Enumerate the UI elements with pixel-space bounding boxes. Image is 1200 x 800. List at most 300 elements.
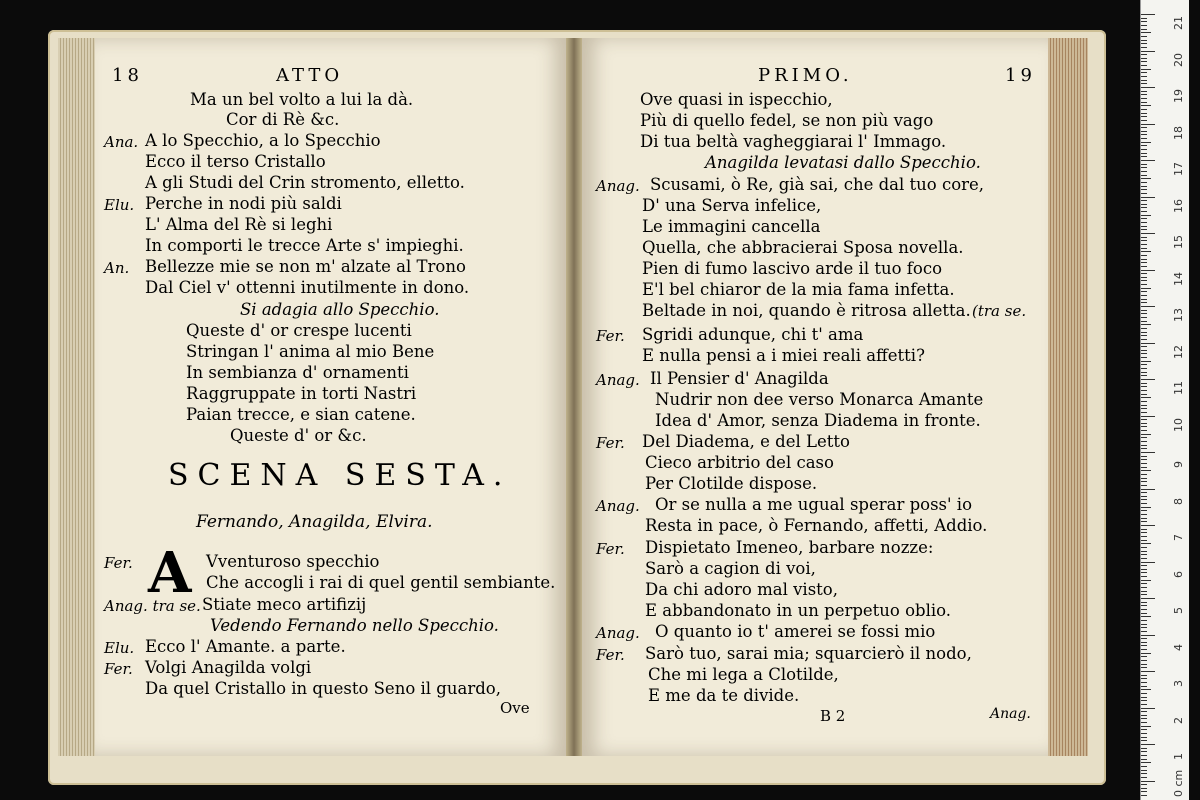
left-page-line: Perche in nodi più saldi [145,194,342,213]
ruler-tick [1141,164,1147,165]
ruler-tick [1141,306,1155,307]
right-page-line: Il Pensier d' Anagilda [650,369,829,388]
ruler-number: 12 [1172,344,1185,359]
ruler-tick [1141,795,1147,796]
page-signature: B 2 [820,707,846,725]
left-page-line: In sembianza d' ornamenti [186,363,409,382]
left-catchword: Ove [500,699,530,717]
ruler-tick [1141,583,1147,584]
ruler-number: 6 [1172,570,1185,578]
ruler-tick [1141,503,1147,504]
ruler-tick [1141,452,1155,453]
ruler-tick [1141,335,1147,336]
ruler-number: 10 [1172,417,1185,432]
right-page-line: D' una Serva infelice, [642,196,822,215]
ruler-tick [1141,375,1147,376]
ruler-tick [1141,383,1147,384]
ruler-tick [1141,784,1147,785]
ruler-tick [1141,72,1147,73]
ruler-number: 2 [1172,716,1185,724]
right-page-line: Beltade in noi, quando è ritrosa alletta. [642,301,971,320]
left-page-speaker: An. [104,259,130,277]
right-page-line: Del Diadema, e del Letto [642,432,850,451]
right-page-line: E me da te divide. [648,686,800,705]
ruler-tick [1141,653,1151,654]
ruler-tick [1141,40,1147,41]
ruler-tick [1141,416,1155,417]
ruler-tick [1141,197,1155,198]
ruler-tick [1141,18,1147,19]
right-page-line: Sarò tuo, sarai mia; squarcierò il nodo, [645,644,972,663]
ruler-tick [1141,729,1147,730]
right-page-line: E abbandonato in un perpetuo oblio. [645,601,952,620]
right-page-line: E'l bel chiaror de la mia fama infetta. [642,280,955,299]
ruler-number: 3 [1172,680,1185,687]
ruler-tick [1141,616,1151,617]
ruler-tick [1141,116,1147,117]
ruler-tick [1141,138,1147,139]
ruler-tick [1141,631,1147,632]
ruler-tick [1141,569,1147,570]
ruler-number: 11 [1172,381,1185,395]
ruler-tick [1141,660,1147,661]
ruler-number: 0 cm [1172,769,1185,797]
ruler-tick [1141,226,1147,227]
drop-cap: A [148,540,192,606]
ruler-tick [1141,379,1155,380]
ruler-number: 15 [1172,235,1185,249]
ruler-tick [1141,178,1151,179]
ruler-tick [1141,145,1147,146]
ruler-tick [1141,69,1151,70]
ruler-tick [1141,437,1147,438]
ruler-number: 7 [1172,534,1185,541]
ruler-tick [1141,697,1147,698]
ruler-tick [1141,343,1155,344]
side-note: (tra se. [972,302,1027,320]
ruler-tick [1141,397,1151,398]
ruler-tick [1141,142,1151,143]
ruler-tick [1141,240,1147,241]
ruler-tick [1141,532,1147,533]
ruler-tick [1141,324,1151,325]
ruler-tick [1141,572,1147,573]
ruler-tick [1141,682,1147,683]
ruler-tick [1141,233,1155,234]
ruler-tick [1141,711,1147,712]
ruler-tick [1141,58,1147,59]
ruler-tick [1141,127,1147,128]
ruler-tick [1141,489,1155,490]
ruler-tick [1141,529,1147,530]
ruler-tick [1141,83,1147,84]
right-page-line: Quella, che abbracierai Sposa novella. [642,238,964,257]
left-dialogue-speaker: Elu. [104,639,135,657]
ruler-tick [1141,642,1147,643]
ruler-tick [1141,481,1147,482]
right-page-line: Sarò a cagion di voi, [645,559,816,578]
ruler-tick [1141,496,1147,497]
ruler-tick [1141,87,1155,88]
ruler-tick [1141,350,1147,351]
ruler-tick [1141,620,1147,621]
ruler-tick [1141,562,1155,563]
ruler-tick [1141,189,1147,190]
ruler-tick [1141,182,1147,183]
ruler-tick [1141,459,1147,460]
right-page-speaker: Anag. [596,371,640,389]
ruler-tick [1141,248,1147,249]
ruler-tick [1141,726,1151,727]
ruler-tick [1141,54,1147,55]
right-page-line: Idea d' Amor, senza Diadema in fronte. [655,411,981,430]
left-dialogue-line: Vedendo Fernando nello Specchio. [210,616,499,635]
ruler-tick [1141,200,1147,201]
right-page-number: 19 [1005,65,1036,86]
left-page-line: Ma un bel volto a lui la dà. [190,90,414,109]
left-page-line: Dal Ciel v' ottenni inutilmente in dono. [145,278,470,297]
ruler-tick [1141,211,1147,212]
ruler-tick [1141,222,1147,223]
ruler-tick [1141,109,1147,110]
ruler-tick [1141,755,1147,756]
ruler-tick [1141,295,1147,296]
ruler-tick [1141,470,1151,471]
ruler-tick [1141,167,1147,168]
ruler-tick [1141,339,1147,340]
ruler-tick [1141,207,1147,208]
ruler-tick [1141,332,1147,333]
ruler-number: 16 [1172,198,1185,213]
ruler-tick [1141,419,1147,420]
ruler-tick [1141,386,1147,387]
ruler-tick [1141,686,1147,687]
ruler-tick [1141,255,1147,256]
left-page-line: Bellezze mie se non m' alzate al Trono [145,257,466,276]
left-dialogue-line: Stiate meco artifizij [202,595,367,614]
ruler-tick [1141,441,1147,442]
ruler-tick [1141,32,1151,33]
ruler-tick [1141,536,1147,537]
ruler-tick [1141,113,1147,114]
ruler-number: 8 [1172,497,1185,505]
left-dialogue-line: Da quel Cristallo in questo Seno il guardo, [145,679,501,698]
ruler-tick [1141,518,1147,519]
ruler-tick [1141,284,1147,285]
ruler-tick [1141,649,1147,650]
ruler-tick [1141,390,1147,391]
left-page-number: 18 [112,65,143,86]
right-page-line: O quanto io t' amerei se fossi mio [655,622,936,641]
ruler-tick [1141,777,1147,778]
left-page-line: Cor di Rè &c. [226,110,340,129]
ruler-tick [1141,120,1147,121]
ruler-tick [1141,131,1147,132]
ruler-tick [1141,160,1155,161]
ruler-tick [1141,740,1147,741]
ruler-tick [1141,770,1147,771]
ruler-tick [1141,744,1155,745]
ruler-tick [1141,346,1147,347]
ruler-tick [1141,328,1147,329]
ruler-tick [1141,762,1151,763]
ruler-tick [1141,434,1151,435]
ruler-tick [1141,91,1147,92]
ruler-number: 1 [1172,753,1185,760]
left-dialogue-speaker: Fer. [104,660,133,678]
right-page-line: Più di quello fedel, se non più vago [640,111,934,130]
ruler-tick [1141,259,1147,260]
ruler-tick [1141,766,1147,767]
ruler-tick [1141,507,1151,508]
ruler-tick [1141,587,1147,588]
left-dialogue-speaker: Fer. [104,554,133,572]
ruler-tick [1141,299,1147,300]
right-page-line: Pien di fumo lascivo arde il tuo foco [642,259,943,278]
left-dialogue-line: Volgi Anagilda volgi [145,658,312,677]
left-dialogue-line: Vventuroso specchio [206,552,380,571]
ruler-tick [1141,773,1147,774]
ruler-tick [1141,280,1147,281]
ruler-tick [1141,463,1147,464]
ruler-tick [1141,98,1147,99]
ruler-tick [1141,602,1147,603]
ruler-tick [1141,401,1147,402]
ruler-tick [1141,25,1147,26]
ruler-tick [1141,423,1147,424]
ruler-number: 20 [1172,52,1185,67]
left-running-head: ATTO [276,65,344,86]
ruler-tick [1141,65,1147,66]
ruler-tick [1141,61,1147,62]
ruler-tick [1141,353,1147,354]
ruler-tick [1141,689,1151,690]
right-page-line: Or se nulla a me ugual sperar poss' io [655,495,973,514]
ruler-tick [1141,288,1151,289]
right-page-speaker: Fer. [596,646,625,664]
ruler-tick [1141,627,1147,628]
right-page-line: Resta in pace, ò Fernando, affetti, Addio. [645,516,988,535]
ruler-number: 21 [1172,16,1185,30]
ruler-tick [1141,656,1147,657]
ruler-tick [1141,605,1147,606]
ruler-tick [1141,251,1151,252]
ruler-tick [1141,598,1155,599]
ruler-tick [1141,667,1147,668]
left-page-line: Queste d' or &c. [230,426,367,445]
ruler-tick [1141,412,1147,413]
book-gutter [566,38,582,756]
ruler-tick [1141,733,1147,734]
ruler-tick [1141,609,1147,610]
ruler-tick [1141,591,1147,592]
right-catchword: Anag. [990,706,1031,722]
ruler-tick [1141,186,1147,187]
ruler-number: 19 [1172,89,1185,103]
right-page-line: Sgridi adunque, chi t' ama [642,325,864,344]
ruler-tick [1141,29,1147,30]
ruler-tick [1141,273,1147,274]
ruler-tick [1141,751,1147,752]
ruler-tick [1141,594,1147,595]
left-page-speaker: Elu. [104,196,135,214]
ruler-tick [1141,521,1147,522]
ruler-tick [1141,357,1147,358]
ruler-tick [1141,156,1147,157]
ruler-number: 9 [1172,461,1185,468]
ruler-tick [1141,675,1147,676]
ruler-tick [1141,737,1147,738]
ruler-tick [1141,580,1151,581]
ruler-tick [1141,262,1147,263]
ruler-tick [1141,748,1147,749]
ruler-tick [1141,525,1155,526]
ruler-tick [1141,478,1147,479]
ruler-tick [1141,540,1147,541]
right-page-speaker: Anag. [596,624,640,642]
right-page-line: Cieco arbitrio del caso [645,453,834,472]
right-page-line: Per Clotilde dispose. [645,474,818,493]
ruler-tick [1141,543,1151,544]
ruler-number: 18 [1172,125,1185,140]
ruler-tick [1141,218,1147,219]
left-page-line: Paian trecce, e sian catene. [186,405,416,424]
ruler-tick [1141,14,1155,15]
ruler-tick [1141,80,1147,81]
ruler-number: 13 [1172,308,1185,322]
ruler-tick [1141,664,1147,665]
left-page-line: In comporti le trecce Arte s' impieghi. [145,236,464,255]
ruler-tick [1141,21,1147,22]
ruler-tick [1141,266,1147,267]
left-page-line: A lo Specchio, a lo Specchio [145,131,381,150]
left-dialogue-speaker: Anag. tra se. [104,597,201,615]
ruler-tick [1141,430,1147,431]
right-page-line: Che mi lega a Clotilde, [648,665,839,684]
ruler-tick [1141,76,1147,77]
ruler-tick [1141,51,1155,52]
ruler-number: 14 [1172,271,1185,286]
ruler-tick [1141,94,1147,95]
left-page-line: Ecco il terso Cristallo [145,152,326,171]
ruler-tick [1141,715,1147,716]
ruler-tick [1141,277,1147,278]
ruler-tick [1141,171,1147,172]
ruler-tick [1141,270,1155,271]
right-page-speaker: Fer. [596,540,625,558]
ruler-tick [1141,229,1147,230]
left-page-line: L' Alma del Rè si leghi [145,215,333,234]
ruler-tick [1141,408,1147,409]
ruler-tick [1141,448,1147,449]
ruler-tick [1141,693,1147,694]
ruler-tick [1141,456,1147,457]
right-page-speaker: Anag. [596,177,640,195]
ruler-tick [1141,558,1147,559]
ruler-tick [1141,474,1147,475]
ruler-tick [1141,302,1147,303]
ruler-tick [1141,467,1147,468]
ruler-tick [1141,576,1147,577]
ruler-tick [1141,565,1147,566]
ruler-tick [1141,781,1155,782]
ruler-tick [1141,704,1147,705]
ruler-tick [1141,722,1147,723]
right-running-head: PRIMO. [758,65,853,86]
right-page-line: Da chi adoro mal visto, [645,580,838,599]
right-page-speaker: Fer. [596,327,625,345]
ruler-tick [1141,291,1147,292]
ruler-tick [1141,514,1147,515]
right-page-line: E nulla pensi a i miei reali affetti? [642,346,925,365]
right-page-line: Di tua beltà vagheggiarai l' Immago. [640,132,947,151]
left-page-edges [58,38,95,756]
ruler-tick [1141,645,1147,646]
ruler-tick [1141,485,1147,486]
left-dialogue-line: Che accogli i rai di quel gentil sembiante. [206,573,556,592]
left-page-line: A gli Studi del Crin stromento, elletto. [145,173,465,192]
ruler-tick [1141,405,1147,406]
ruler-tick [1141,313,1147,314]
ruler-tick [1141,708,1155,709]
ruler-tick [1141,759,1147,760]
ruler-tick [1141,791,1147,792]
left-page-line: Raggruppate in torti Nastri [186,384,417,403]
ruler-tick [1141,193,1147,194]
right-page-line: Dispietato Imeneo, barbare nozze: [645,538,934,557]
right-page-line: Anagilda levatasi dallo Specchio. [705,153,981,172]
ruler-tick [1141,321,1147,322]
ruler-tick [1141,499,1147,500]
ruler-tick [1141,635,1155,636]
ruler-tick [1141,492,1147,493]
scene-title: SCENA SESTA. [168,458,512,493]
ruler-tick [1141,788,1147,789]
ruler-tick [1141,317,1147,318]
ruler-tick [1141,204,1147,205]
left-dialogue-line: Ecco l' Amante. a parte. [145,637,346,656]
ruler-tick [1141,361,1151,362]
ruler-tick [1141,671,1155,672]
ruler-tick [1141,445,1147,446]
ruler-tick [1141,364,1147,365]
ruler-tick [1141,310,1147,311]
ruler-tick [1141,368,1147,369]
left-page-line: Si adagia allo Specchio. [240,300,440,319]
ruler-tick [1141,678,1147,679]
left-page-line: Stringan l' anima al mio Bene [186,342,435,361]
ruler-number: 5 [1172,607,1185,614]
ruler-tick [1141,426,1147,427]
right-page-line: Le immagini cancella [642,217,821,236]
right-page-speaker: Fer. [596,434,625,452]
right-page-speaker: Anag. [596,497,640,515]
right-page-line: Scusami, ò Re, già sai, che dal tuo core, [650,175,985,194]
ruler-tick [1141,237,1147,238]
ruler-number: 17 [1172,162,1185,176]
ruler-tick [1141,700,1147,701]
left-page-speaker: Ana. [104,133,139,151]
ruler-tick [1141,554,1147,555]
ruler-tick [1141,47,1147,48]
scene-characters: Fernando, Anagilda, Elvira. [196,512,433,532]
right-page-line: Nudrir non dee verso Monarca Amante [655,390,984,409]
ruler-tick [1141,124,1155,125]
ruler-tick [1141,36,1147,37]
ruler-number: 4 [1172,643,1185,651]
ruler-tick [1141,43,1147,44]
ruler-tick [1141,105,1151,106]
